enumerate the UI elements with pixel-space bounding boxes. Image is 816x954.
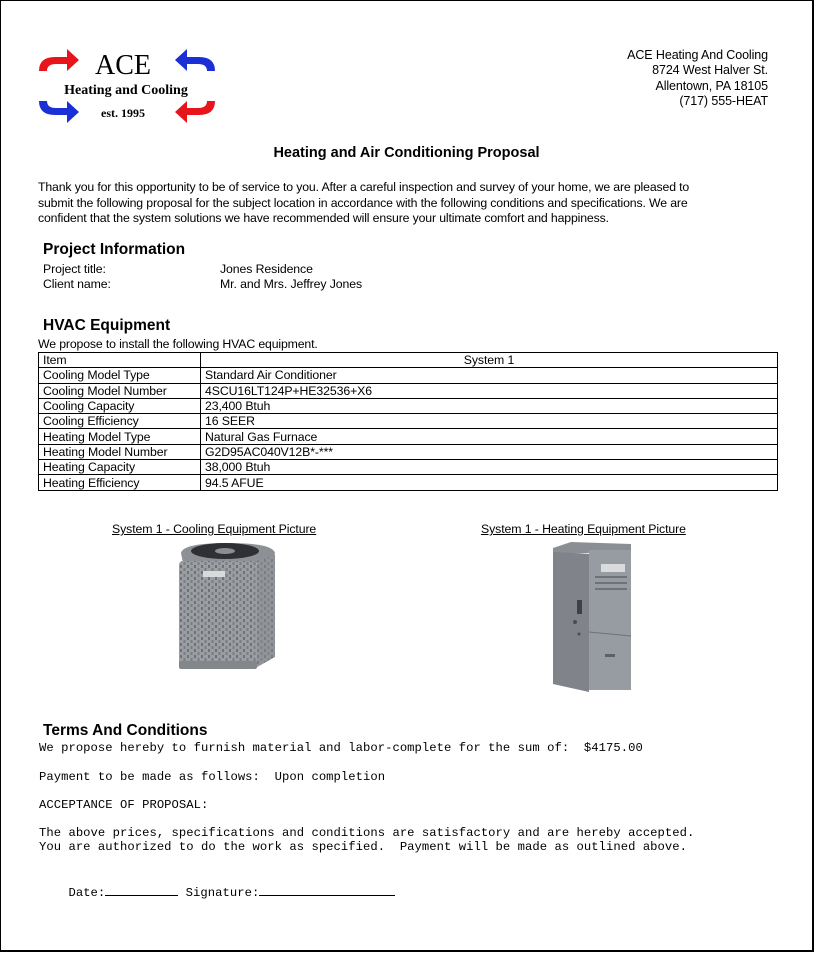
table-header-row (39, 353, 778, 368)
row-value: 23,400 Btuh (201, 398, 778, 413)
table-row (39, 475, 778, 490)
terms-heading: Terms And Conditions (43, 722, 208, 739)
row-label: Heating Model Number (39, 444, 201, 459)
red-arrow-icon (39, 49, 79, 71)
terms-payment-line: Payment to be made as follows: Upon completion (39, 770, 386, 784)
row-label: Heating Model Type (39, 429, 201, 444)
row-value: 94.5 AFUE (201, 475, 778, 490)
company-name: ACE Heating And Cooling (627, 48, 768, 62)
row-label: Heating Capacity (39, 460, 201, 475)
row-value: 4SCU16LT124P+HE32536+X6 (201, 383, 778, 398)
hvac-heading: HVAC Equipment (43, 317, 171, 334)
company-phone: (717) 555-HEAT (679, 93, 768, 108)
signature-row (39, 869, 395, 914)
cooling-picture-caption: System 1 - Cooling Equipment Picture (112, 522, 317, 536)
table-row (39, 383, 778, 398)
header-system: System 1 (201, 353, 778, 368)
equipment-table (38, 352, 778, 491)
row-value: Natural Gas Furnace (201, 429, 778, 444)
blue-arrow-icon (175, 49, 215, 71)
intro-line: Thank you for this opportunity to be of service to you. After a careful inspection and survey of your home, we are pleased to (38, 180, 690, 194)
project-title-row (43, 262, 313, 276)
furnace-image (549, 542, 639, 697)
table-row (39, 368, 778, 383)
logo-tagline: Heating and Cooling (64, 83, 188, 98)
company-logo (37, 45, 219, 127)
row-value: 16 SEER (201, 414, 778, 429)
row-label: Cooling Efficiency (39, 414, 201, 429)
acceptance-line-2: You are authorized to do the work as specified. Payment will be made as outlined above. (39, 840, 688, 854)
date-field[interactable] (105, 883, 178, 896)
project-title-label: Project title: (43, 262, 106, 276)
client-name-row (43, 277, 362, 291)
row-value: 38,000 Btuh (201, 460, 778, 475)
project-info-heading: Project Information (43, 241, 186, 258)
table-row (39, 444, 778, 459)
intro-line: submit the following proposal for the subject location in accordance with the following conditions and specifications. We are (38, 195, 688, 210)
row-label: Cooling Model Number (39, 383, 201, 398)
table-row (39, 414, 778, 429)
intro-paragraph (38, 180, 783, 227)
signature-field[interactable] (259, 883, 395, 896)
logo-name: ACE (95, 50, 151, 81)
row-value: G2D95AC040V12B*-*** (201, 444, 778, 459)
project-title-value: Jones Residence (220, 262, 313, 276)
row-value: Standard Air Conditioner (201, 368, 778, 383)
table-row (39, 460, 778, 475)
heating-picture-caption: System 1 - Heating Equipment Picture (481, 522, 686, 536)
company-street: 8724 West Halver St. (652, 63, 768, 78)
hvac-intro: We propose to install the following HVAC equipment. (38, 337, 318, 351)
company-city: Allentown, PA 18105 (655, 78, 768, 93)
acceptance-heading: ACCEPTANCE OF PROPOSAL: (39, 798, 209, 812)
company-address (627, 48, 768, 109)
red-arrow-icon (175, 101, 215, 123)
header-item: Item (39, 353, 201, 368)
client-name-label: Client name: (43, 277, 111, 291)
row-label: Heating Efficiency (39, 475, 201, 490)
document-title: Heating and Air Conditioning Proposal (273, 145, 540, 161)
table-row (39, 429, 778, 444)
acceptance-line-1: The above prices, specifications and conditions are satisfactory and are hereby accepted. (39, 826, 695, 840)
terms-sum-line: We propose hereby to furnish material and labor-complete for the sum of: $4175.00 (39, 741, 643, 755)
blue-arrow-icon (39, 101, 79, 123)
table-row (39, 398, 778, 413)
signature-label: Signature: (185, 886, 260, 900)
client-name-value: Mr. and Mrs. Jeffrey Jones (220, 277, 363, 291)
date-label: Date: (68, 886, 106, 900)
row-label: Cooling Model Type (39, 368, 201, 383)
row-label: Cooling Capacity (39, 398, 201, 413)
air-conditioner-image (173, 541, 283, 686)
intro-line: confident that the system solutions we have recommended will ensure your ultimate comfort and happiness. (38, 211, 609, 225)
logo-established: est. 1995 (101, 106, 145, 120)
